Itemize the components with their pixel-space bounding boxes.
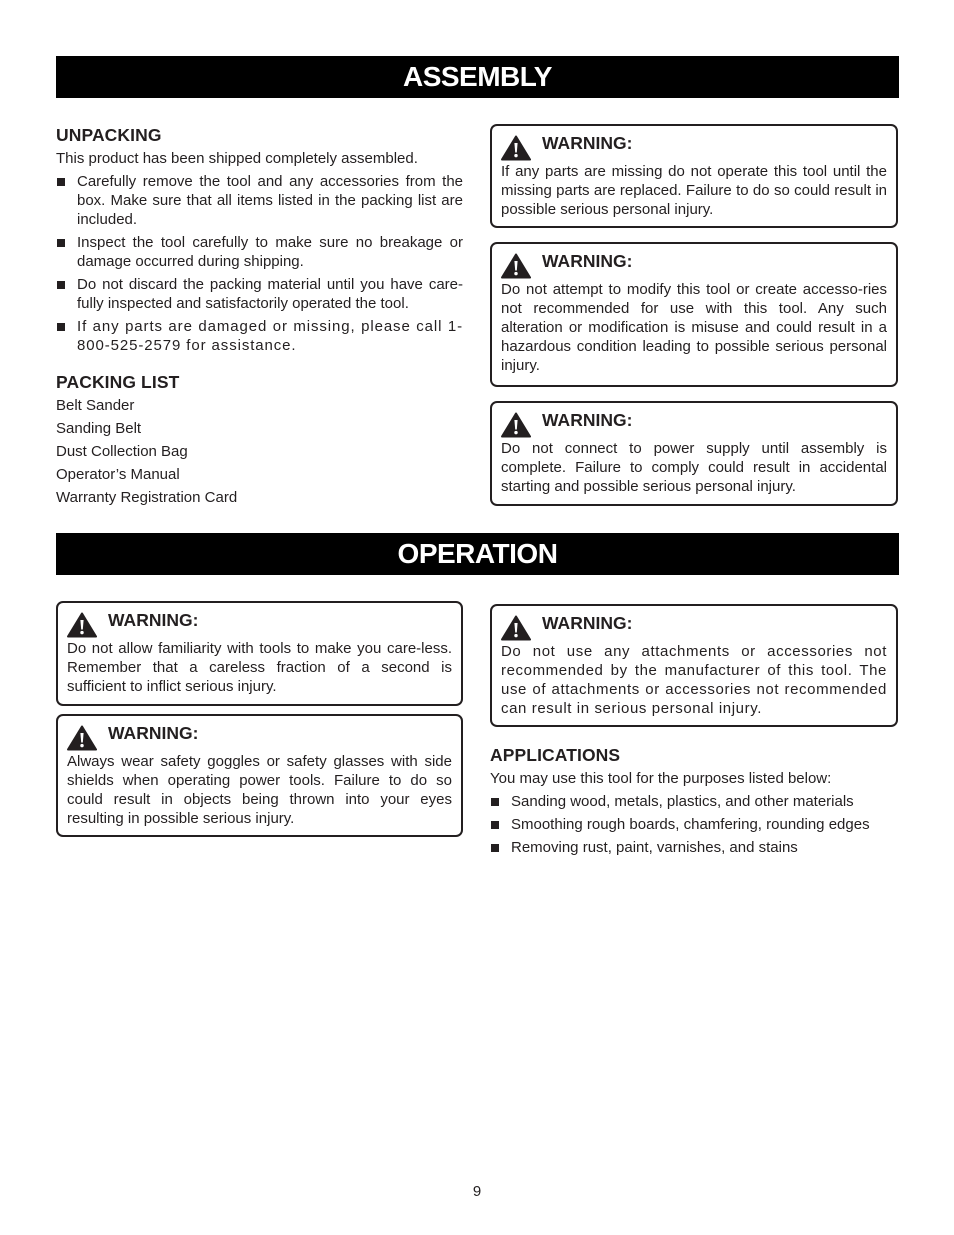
list-item: If any parts are damaged or missing, please call 1-800-525-2579 for assistance.: [56, 317, 463, 355]
applications-intro: You may use this tool for the purposes listed below:: [490, 770, 832, 787]
applications-section: [490, 744, 898, 857]
warning-box: [490, 242, 898, 387]
warning-title: WARNING:: [542, 133, 633, 153]
unpacking-intro: This product has been shipped completely assembled.: [56, 150, 418, 167]
warning-box: [56, 601, 463, 706]
packing-list-heading: PACKING LIST: [56, 372, 180, 392]
warning-text: Do not attempt to modify this tool or create accesso-ries not recommended for use with this tool. Any such alteration or modification is misuse and could result in a hazardous condition leading to possible serious personal injury.: [501, 281, 887, 374]
list-item: Do not discard the packing material until you have care-fully inspected and satisfactorily operated the tool.: [56, 275, 463, 313]
operation-heading: OPERATION: [56, 533, 899, 575]
list-item: Removing rust, paint, varnishes, and stains: [490, 838, 898, 857]
bullet-icon: [57, 239, 65, 247]
warning-text: If any parts are missing do not operate this tool until the missing parts are replaced. Failure to do so could result in possible serious personal injury.: [501, 163, 887, 218]
packing-list: [56, 396, 463, 507]
applications-list: [490, 792, 898, 857]
warning-title: WARNING:: [542, 251, 633, 271]
warning-text: Always wear safety goggles or safety glasses with side shields when operating power tools. Failure to do so could result in objects being thrown into your eyes resulting in possible serious injury.: [67, 753, 452, 827]
bullet-icon: [491, 821, 499, 829]
warning-box: [490, 604, 898, 727]
list-item: Dust Collection Bag: [56, 443, 188, 460]
warning-title: WARNING:: [542, 410, 633, 430]
warning-text: Do not connect to power supply until assembly is complete. Failure to comply could result in accidental starting and possible serious personal injury.: [501, 440, 887, 495]
warning-title: WARNING:: [108, 610, 199, 630]
warning-box: [490, 124, 898, 228]
page-number: 9: [472, 1183, 482, 1200]
list-item: Carefully remove the tool and any accessories from the box. Make sure that all items listed in the packing list are included.: [56, 172, 463, 229]
bullet-icon: [491, 844, 499, 852]
list-item: Sanding wood, metals, plastics, and other materials: [490, 792, 898, 811]
bullet-icon: [57, 281, 65, 289]
applications-heading: APPLICATIONS: [490, 745, 621, 765]
bullet-icon: [57, 178, 65, 186]
unpacking-list: [56, 172, 463, 355]
unpacking-heading: UNPACKING: [56, 125, 162, 145]
list-item: Smoothing rough boards, chamfering, rounding edges: [490, 815, 898, 834]
warning-text: Do not use any attachments or accessories not recommended by the manufacturer of this tool. The use of attachments or accessories not recommended can result in serious personal injury.: [501, 643, 887, 717]
bullet-icon: [57, 323, 65, 331]
list-item: Operator’s Manual: [56, 466, 180, 483]
warning-title: WARNING:: [542, 613, 633, 633]
bullet-icon: [491, 798, 499, 806]
assembly-heading: ASSEMBLY: [56, 56, 899, 98]
warning-box: [490, 401, 898, 506]
warning-text: Do not allow familiarity with tools to make you care-less. Remember that a careless fraction of a second is sufficient to inflict serious injury.: [67, 640, 452, 695]
unpacking-section: [56, 124, 463, 507]
list-item: Sanding Belt: [56, 420, 142, 437]
list-item: Warranty Registration Card: [56, 489, 238, 506]
warning-box: [56, 714, 463, 837]
list-item: Belt Sander: [56, 397, 135, 414]
warning-title: WARNING:: [108, 723, 199, 743]
list-item: Inspect the tool carefully to make sure no breakage or damage occurred during shipping.: [56, 233, 463, 271]
